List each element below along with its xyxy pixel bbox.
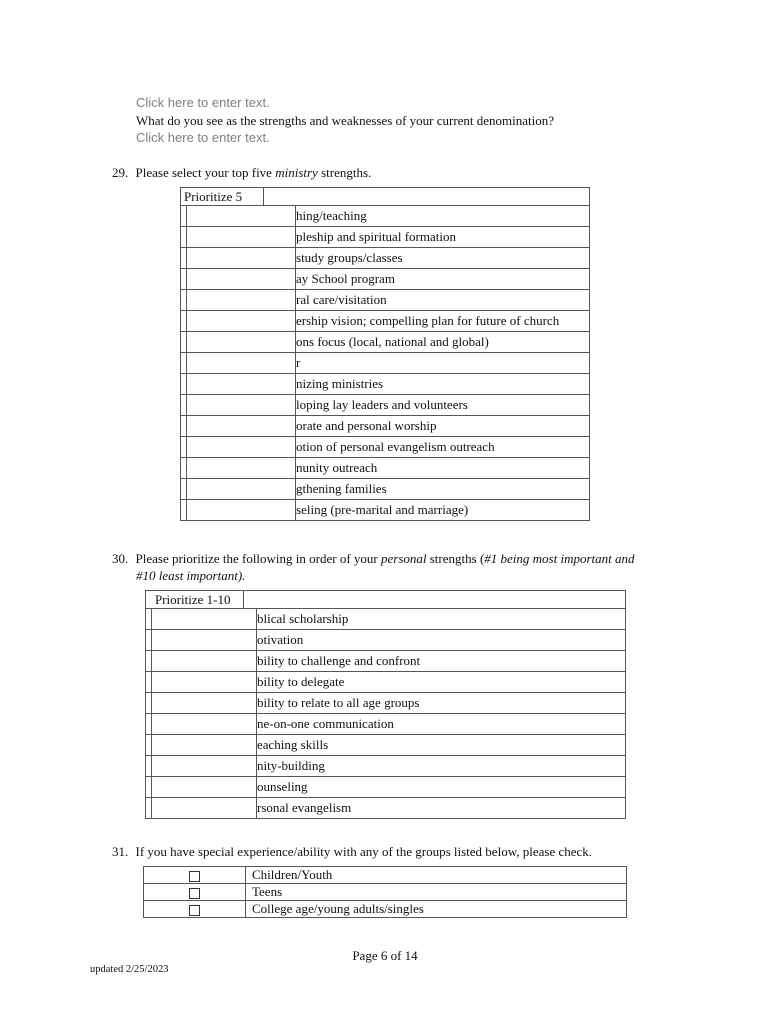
strength-label: ons focus (local, national and global) xyxy=(296,334,489,349)
question-text-continued: #10 least important). xyxy=(136,568,246,583)
strength-label: bility to challenge and confront xyxy=(257,653,421,668)
table-row xyxy=(181,395,590,416)
header-blank-cell xyxy=(244,591,626,609)
table-row xyxy=(146,609,626,630)
table-row xyxy=(181,227,590,248)
question-number: 31. xyxy=(112,844,129,859)
strength-label-cell xyxy=(296,269,590,290)
strength-label: rsonal evangelism xyxy=(257,800,352,815)
strength-label: r xyxy=(296,355,301,370)
priority-input-cell[interactable] xyxy=(152,735,257,756)
question-text: Please prioritize the following in order of your personal strengths (#1 being most important and xyxy=(135,551,635,566)
checkbox-cell xyxy=(144,901,246,918)
table-header-row xyxy=(146,591,626,609)
strength-label-cell xyxy=(296,437,590,458)
strength-label: nity-building xyxy=(257,758,325,773)
personal-strengths-table xyxy=(145,590,626,819)
strength-label: hing/teaching xyxy=(296,208,367,223)
table-row xyxy=(146,693,626,714)
strength-label: ership vision; compelling plan for future of church xyxy=(296,313,560,328)
strength-label: ay School program xyxy=(296,271,395,286)
strength-label: seling (pre-marital and marriage) xyxy=(296,502,469,517)
strength-label-cell xyxy=(257,714,626,735)
table-row xyxy=(181,311,590,332)
group-label: Children/Youth xyxy=(246,867,627,884)
checkbox[interactable] xyxy=(189,905,200,916)
priority-input-cell[interactable] xyxy=(187,479,296,500)
strength-label-cell xyxy=(296,479,590,500)
strength-label: ral care/visitation xyxy=(296,292,387,307)
priority-input-cell[interactable] xyxy=(152,672,257,693)
question-text: If you have special experience/ability with any of the groups listed below, please check. xyxy=(135,844,593,859)
strength-label: ne-on-one communication xyxy=(257,716,394,731)
priority-input-cell[interactable] xyxy=(152,630,257,651)
table-row xyxy=(181,248,590,269)
priority-input-cell[interactable] xyxy=(187,500,296,521)
table-row xyxy=(144,867,627,884)
strength-label-cell xyxy=(296,206,590,227)
updated-date: updated 2/25/2023 xyxy=(90,964,169,975)
table-row xyxy=(146,756,626,777)
priority-input-cell[interactable] xyxy=(152,777,257,798)
prioritize-header: Prioritize 5 xyxy=(181,188,264,206)
priority-input-cell[interactable] xyxy=(152,693,257,714)
strength-label-cell xyxy=(257,798,626,819)
answer-placeholder-1[interactable]: Click here to enter text. xyxy=(136,95,270,110)
strength-label: ounseling xyxy=(257,779,308,794)
table-row xyxy=(181,353,590,374)
strength-label-cell xyxy=(296,374,590,395)
priority-input-cell[interactable] xyxy=(187,458,296,479)
priority-input-cell[interactable] xyxy=(187,395,296,416)
priority-input-cell[interactable] xyxy=(152,798,257,819)
table-row xyxy=(181,458,590,479)
priority-input-cell[interactable] xyxy=(187,332,296,353)
priority-input-cell[interactable] xyxy=(187,269,296,290)
table-row xyxy=(146,777,626,798)
page-number: Page 6 of 14 xyxy=(352,948,418,963)
checkbox[interactable] xyxy=(189,871,200,882)
table-row xyxy=(181,479,590,500)
group-label: Teens xyxy=(246,884,627,901)
strength-label: otion of personal evangelism outreach xyxy=(296,439,495,454)
priority-input-cell[interactable] xyxy=(187,311,296,332)
table-row xyxy=(181,269,590,290)
strength-label-cell xyxy=(296,248,590,269)
strength-label: study groups/classes xyxy=(296,250,403,265)
priority-input-cell[interactable] xyxy=(152,756,257,777)
table-row xyxy=(181,206,590,227)
strength-label: pleship and spiritual formation xyxy=(296,229,456,244)
strength-label-cell xyxy=(296,332,590,353)
priority-input-cell[interactable] xyxy=(187,248,296,269)
strength-label: otivation xyxy=(257,632,304,647)
strength-label-cell xyxy=(257,630,626,651)
strength-label-cell xyxy=(257,756,626,777)
question-number: 30. xyxy=(112,551,129,566)
priority-input-cell[interactable] xyxy=(187,437,296,458)
strength-label-cell xyxy=(296,395,590,416)
strength-label-cell xyxy=(296,416,590,437)
table-row xyxy=(181,416,590,437)
strength-label-cell xyxy=(296,458,590,479)
table-row xyxy=(146,630,626,651)
strength-label: bility to relate to all age groups xyxy=(257,695,420,710)
strength-label-cell xyxy=(257,651,626,672)
table-row xyxy=(181,290,590,311)
priority-input-cell[interactable] xyxy=(187,227,296,248)
checkbox-cell xyxy=(144,884,246,901)
header-blank-cell xyxy=(264,188,590,206)
table-row xyxy=(144,901,627,918)
table-header-row xyxy=(181,188,590,206)
strength-label: orate and personal worship xyxy=(296,418,437,433)
table-row xyxy=(146,714,626,735)
strength-label-cell xyxy=(257,735,626,756)
priority-input-cell[interactable] xyxy=(187,353,296,374)
strength-label: gthening families xyxy=(296,481,387,496)
table-row xyxy=(181,332,590,353)
strength-label-cell xyxy=(296,290,590,311)
question-31 xyxy=(112,844,592,860)
groups-checklist-table xyxy=(143,866,627,918)
priority-input-cell[interactable] xyxy=(187,374,296,395)
strength-label: blical scholarship xyxy=(257,611,349,626)
table-row xyxy=(146,672,626,693)
strength-label-cell xyxy=(257,672,626,693)
strength-label-cell xyxy=(257,777,626,798)
strength-label: loping lay leaders and volunteers xyxy=(296,397,468,412)
group-label: College age/young adults/singles xyxy=(246,901,627,918)
table-row xyxy=(144,884,627,901)
strength-label-cell xyxy=(257,609,626,630)
question-30 xyxy=(112,550,692,584)
strength-label: eaching skills xyxy=(257,737,329,752)
prioritize-header: Prioritize 1-10 xyxy=(146,591,244,609)
question-29 xyxy=(112,165,371,181)
ministry-strengths-table xyxy=(180,187,590,521)
priority-input-cell[interactable] xyxy=(152,651,257,672)
answer-placeholder-2[interactable]: Click here to enter text. xyxy=(136,130,270,145)
strength-label: bility to delegate xyxy=(257,674,345,689)
strength-label-cell xyxy=(296,353,590,374)
table-row xyxy=(146,798,626,819)
priority-input-cell[interactable] xyxy=(187,290,296,311)
table-row xyxy=(146,735,626,756)
strength-label: nunity outreach xyxy=(296,460,378,475)
priority-input-cell[interactable] xyxy=(152,714,257,735)
table-row xyxy=(181,374,590,395)
priority-input-cell[interactable] xyxy=(152,609,257,630)
strength-label-cell xyxy=(296,227,590,248)
question-text: Please select your top five ministry strengths. xyxy=(135,165,372,180)
question-number: 29. xyxy=(112,165,129,180)
strength-label-cell xyxy=(257,693,626,714)
priority-input-cell[interactable] xyxy=(187,206,296,227)
table-row xyxy=(146,651,626,672)
checkbox-cell xyxy=(144,867,246,884)
table-row xyxy=(181,437,590,458)
checkbox[interactable] xyxy=(189,888,200,899)
strength-label-cell xyxy=(296,311,590,332)
strength-label: nizing ministries xyxy=(296,376,384,391)
denomination-question: What do you see as the strengths and weaknesses of your current denomination? xyxy=(136,113,555,128)
priority-input-cell[interactable] xyxy=(187,416,296,437)
table-row xyxy=(181,500,590,521)
strength-label-cell xyxy=(296,500,590,521)
